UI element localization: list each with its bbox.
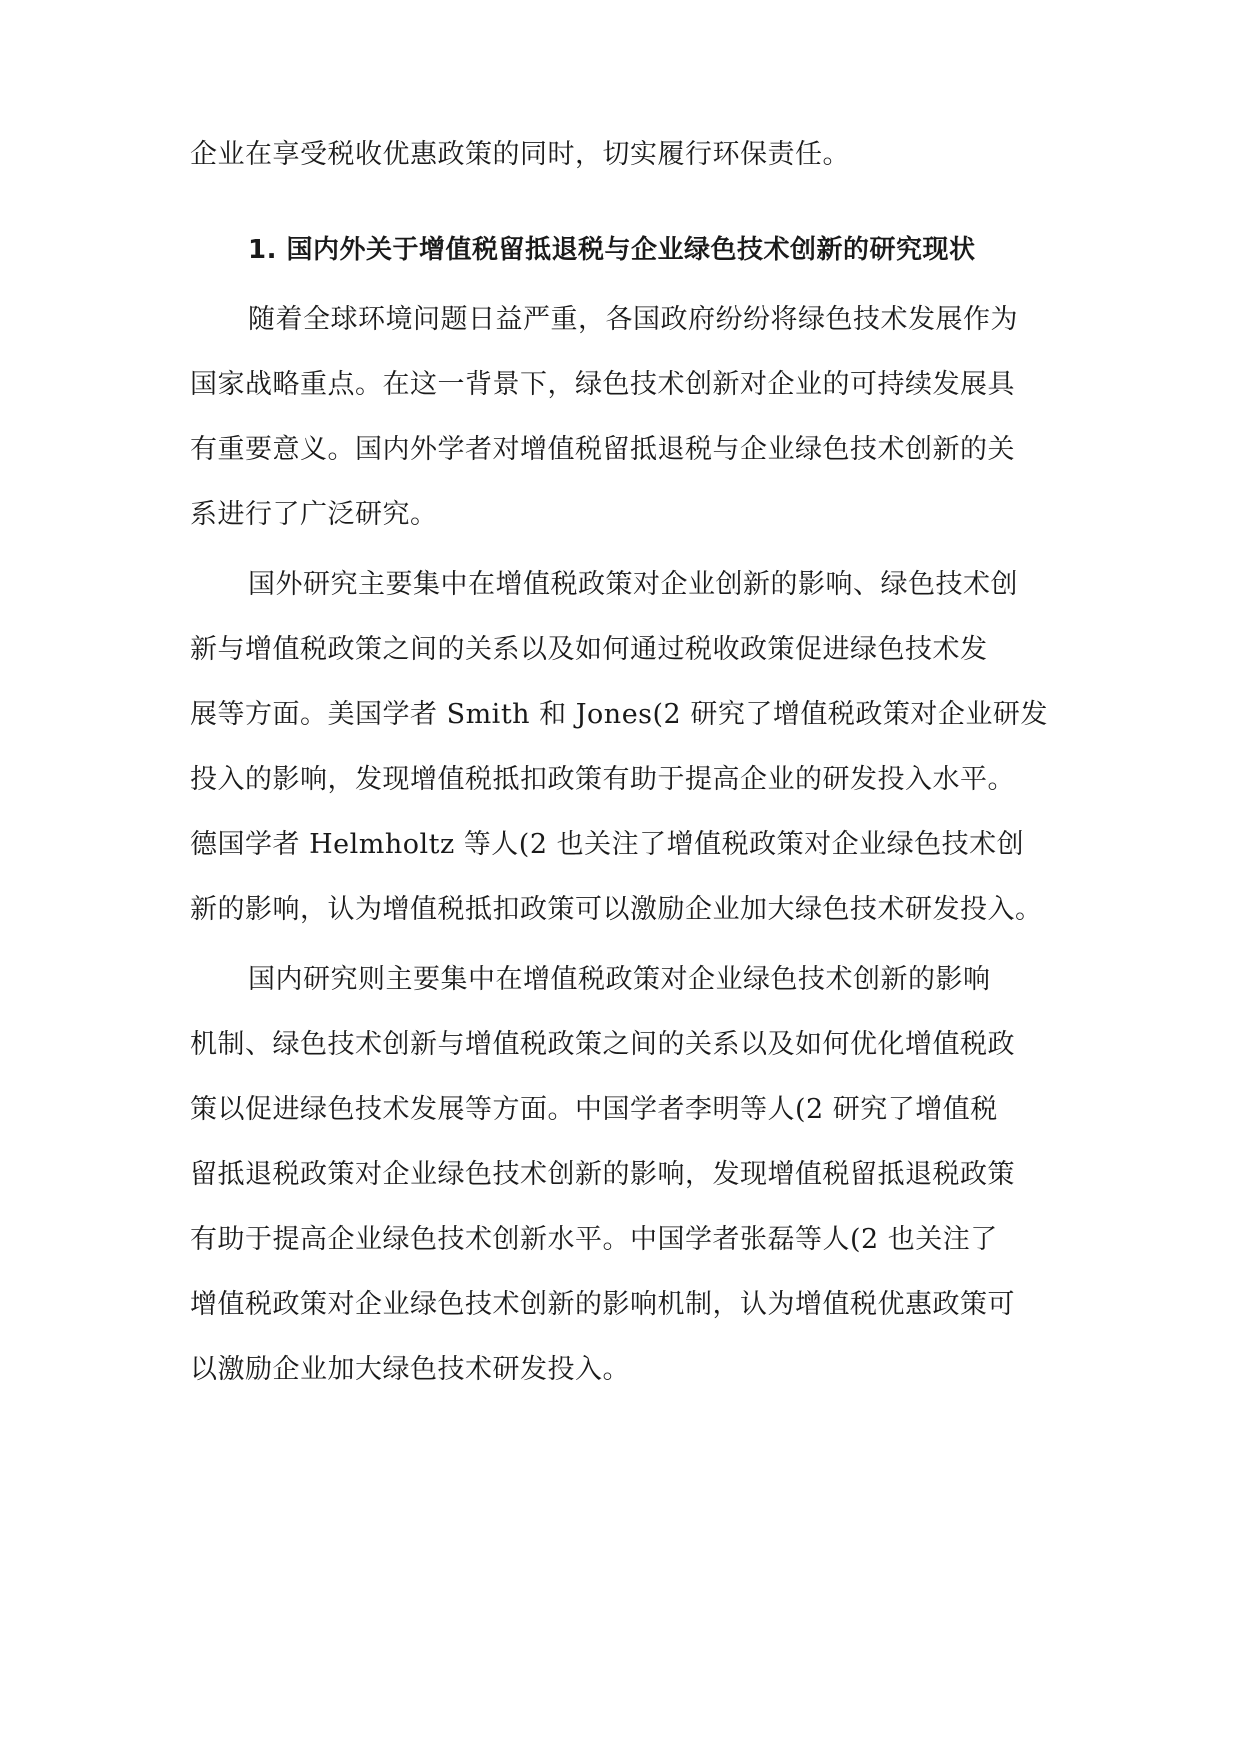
paragraph-1-line-3: 有重要意义。国内外学者对增值税留抵退税与企业绿色技术创新的关 [190, 434, 1015, 465]
intro-tail-line: 企业在享受税收优惠政策的同时，切实履行环保责任。 [190, 139, 850, 170]
paragraph-3-line-7: 以激励企业加大绿色技术研发投入。 [190, 1354, 630, 1385]
paragraph-2-line-1: 国外研究主要集中在增值税政策对企业创新的影响、绿色技术创 [248, 569, 1018, 600]
paragraph-2-line-5: 德国学者 Helmholtz 等人(2 也关注了增值税政策对企业绿色技术创 [190, 829, 1025, 860]
paragraph-1-line-2: 国家战略重点。在这一背景下，绿色技术创新对企业的可持续发展具 [190, 369, 1015, 400]
paragraph-3-line-4: 留抵退税政策对企业绿色技术创新的影响，发现增值税留抵退税政策 [190, 1159, 1015, 1190]
paragraph-2-line-4: 投入的影响，发现增值税抵扣政策有助于提高企业的研发投入水平。 [190, 764, 1015, 795]
section-heading: 1. 国内外关于增值税留抵退税与企业绿色技术创新的研究现状 [248, 235, 976, 265]
paragraph-1-line-1: 随着全球环境问题日益严重，各国政府纷纷将绿色技术发展作为 [248, 304, 1018, 335]
paragraph-2-line-2: 新与增值税政策之间的关系以及如何通过税收政策促进绿色技术发 [190, 634, 988, 665]
paragraph-1-line-4: 系进行了广泛研究。 [190, 499, 438, 530]
paragraph-3-line-2: 机制、绿色技术创新与增值税政策之间的关系以及如何优化增值税政 [190, 1029, 1015, 1060]
paragraph-3-line-5: 有助于提高企业绿色技术创新水平。中国学者张磊等人(2 也关注了 [190, 1224, 998, 1255]
paragraph-3-line-6: 增值税政策对企业绿色技术创新的影响机制，认为增值税优惠政策可 [190, 1289, 1015, 1320]
paragraph-3-line-3: 策以促进绿色技术发展等方面。中国学者李明等人(2 研究了增值税 [190, 1094, 998, 1125]
paragraph-3-line-1: 国内研究则主要集中在增值税政策对企业绿色技术创新的影响 [248, 964, 991, 995]
paragraph-2-line-3: 展等方面。美国学者 Smith 和 Jones(2 研究了增值税政策对企业研发 [190, 699, 1048, 730]
paragraph-2-line-6: 新的影响，认为增值税抵扣政策可以激励企业加大绿色技术研发投入。 [190, 894, 1043, 925]
